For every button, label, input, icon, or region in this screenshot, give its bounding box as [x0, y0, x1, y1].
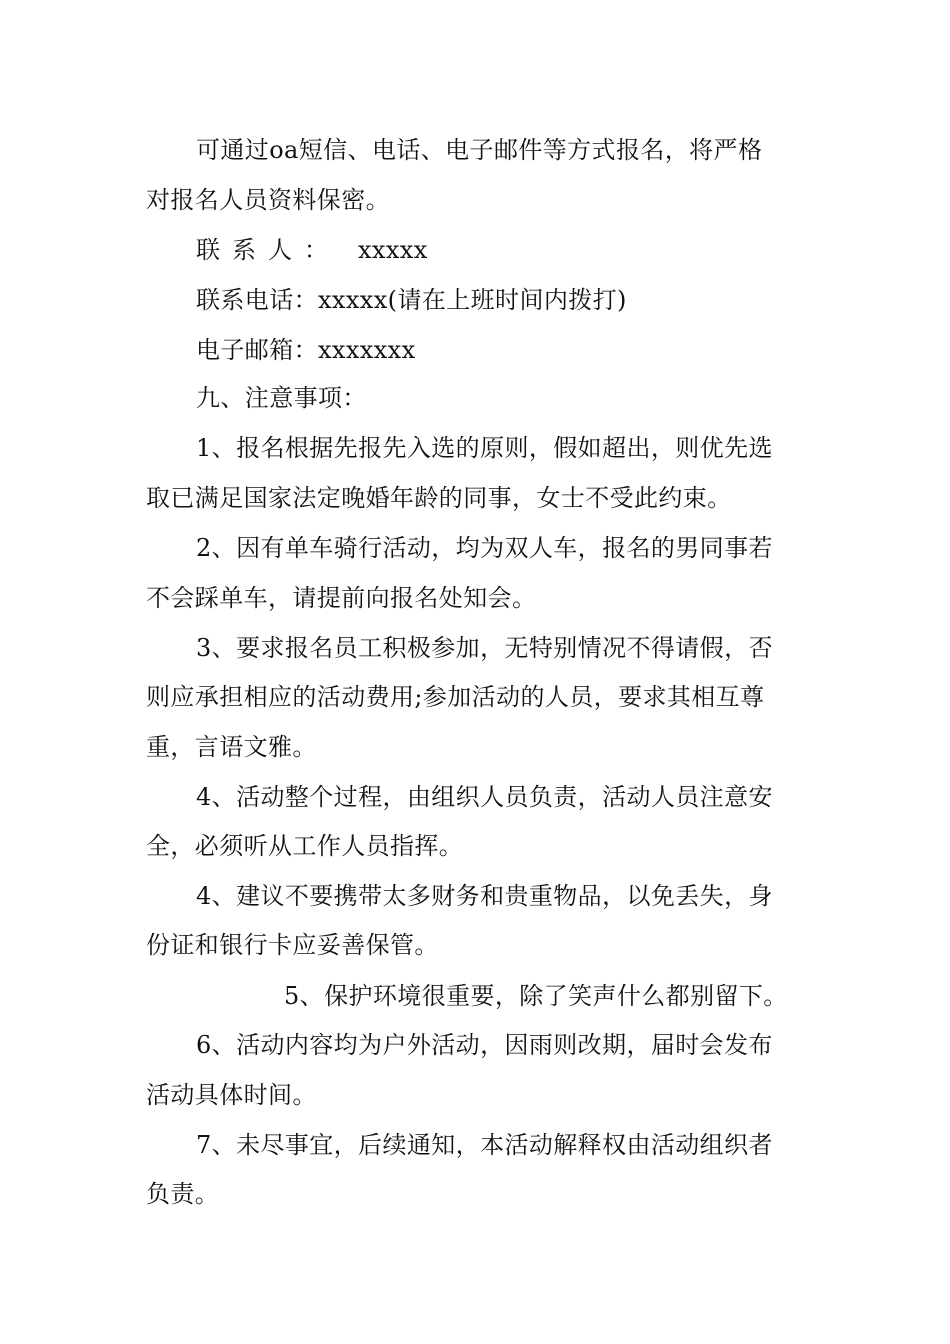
notice-item-2-continued: 不会踩单车，请提前向报名处知会。: [146, 584, 537, 612]
notice-item-7-continued: 负责。: [146, 1180, 220, 1208]
notice-item-1: 1、报名根据先报先入选的原则，假如超出，则优先选: [196, 434, 773, 462]
notice-item-6: 6、活动内容均为户外活动，因雨则改期，届时会发布: [196, 1031, 773, 1059]
notice-item-4-continued: 全，必须听从工作人员指挥。: [146, 832, 464, 860]
notice-item-7: 7、未尽事宜，后续通知，本活动解释权由活动组织者: [196, 1131, 773, 1159]
notice-item-3: 3、要求报名员工积极参加，无特别情况不得请假，否: [196, 634, 773, 662]
notice-item-6-continued: 活动具体时间。: [146, 1081, 317, 1109]
section-heading: 九、注意事项：: [196, 384, 367, 412]
notice-item-5: 5、保护环境很重要，除了笑声什么都别留下。: [284, 982, 788, 1010]
email-line: 电子邮箱：xxxxxxx: [196, 336, 416, 364]
contact-label: 联系人：: [196, 236, 340, 264]
contact-line: [196, 230, 806, 270]
notice-item-3-continued: 重，言语文雅。: [146, 733, 317, 761]
contact-value: xxxxx: [358, 236, 428, 264]
notice-item-3-continued: 则应承担相应的活动费用;参加活动的人员，要求其相互尊: [146, 683, 765, 711]
notice-item-4b-continued: 份证和银行卡应妥善保管。: [146, 931, 439, 959]
notice-item-1-continued: 取已满足国家法定晚婚年龄的同事，女士不受此约束。: [146, 484, 732, 512]
notice-item-4: 4、活动整个过程，由组织人员负责，活动人员注意安: [196, 783, 773, 811]
notice-item-2: 2、因有单车骑行活动，均为双人车，报名的男同事若: [196, 534, 773, 562]
notice-item-4b: 4、建议不要携带太多财务和贵重物品，以免丢失，身: [196, 882, 773, 910]
paragraph-line: 可通过oa短信、电话、电子邮件等方式报名，将严格: [196, 136, 763, 164]
paragraph-line: 对报名人员资料保密。: [146, 186, 390, 214]
phone-line: 联系电话：xxxxx(请在上班时间内拨打): [196, 286, 627, 314]
